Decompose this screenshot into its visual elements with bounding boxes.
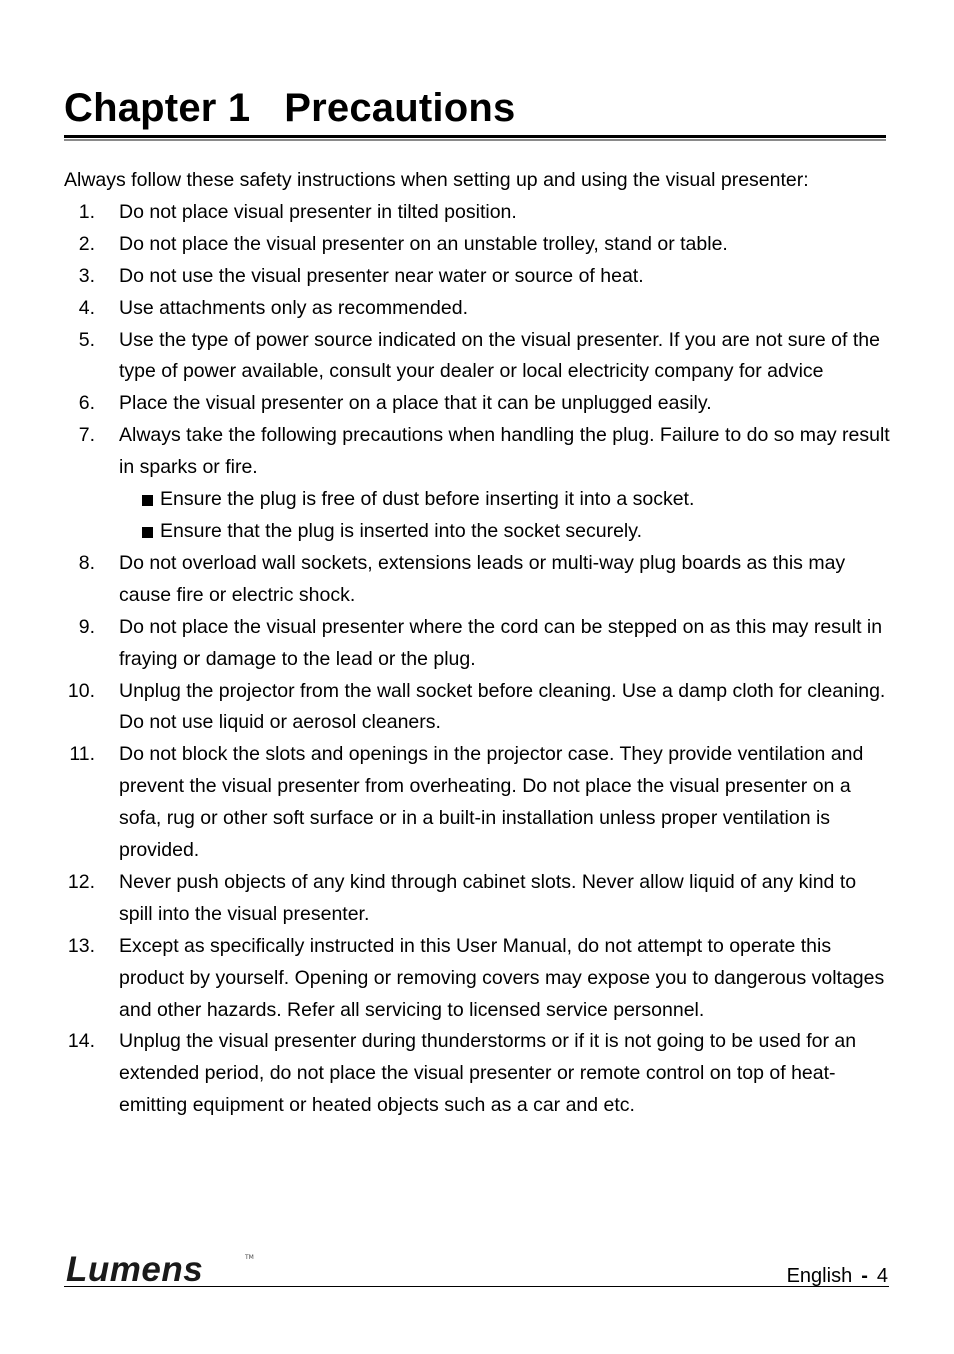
list-item	[64, 197, 894, 229]
list-item	[64, 931, 894, 1027]
sub-list-item	[119, 516, 894, 548]
item-text: Do not overload wall sockets, extensions leads or multi-way plug boards as this may cause fire or electric shock.	[119, 551, 846, 606]
list-item	[64, 420, 894, 548]
chapter-label: Chapter 1	[64, 86, 251, 130]
list-item	[64, 548, 894, 612]
item-text: Use the type of power source indicated on the visual presenter. If you are not sure of the type of power available, consult your dealer or local electricity company for advice	[119, 328, 880, 383]
list-item	[64, 229, 894, 261]
item-number: 8.	[78, 551, 95, 574]
page-title	[64, 84, 515, 132]
item-number: 4.	[78, 296, 95, 319]
item-number: 9.	[78, 615, 95, 638]
item-text: Unplug the projector from the wall socket before cleaning. Use a damp cloth for cleaning. Do not use liquid or aerosol cleaners.	[119, 679, 886, 734]
list-item	[64, 261, 894, 293]
precautions-list	[64, 197, 894, 1122]
item-text: Do not place the visual presenter on an unstable trolley, stand or table.	[119, 232, 728, 255]
sub-item-text: Ensure that the plug is inserted into the socket securely.	[160, 519, 642, 542]
item-number: 1.	[78, 200, 95, 223]
lumens-logo	[64, 1250, 259, 1286]
item-number: 13.	[67, 934, 95, 957]
intro-text: Always follow these safety instructions when setting up and using the visual presenter:	[64, 169, 809, 191]
sub-list-item	[119, 484, 894, 516]
list-item	[64, 388, 894, 420]
list-item	[64, 676, 894, 740]
list-item	[64, 325, 894, 389]
list-item	[64, 739, 894, 867]
item-number: 7.	[78, 424, 95, 447]
precautions-section	[64, 165, 894, 1122]
item-number: 2.	[78, 232, 95, 255]
item-number: 10.	[67, 679, 95, 702]
square-bullet-icon	[142, 527, 153, 538]
item-number: 5.	[78, 328, 95, 351]
item-text: Always take the following precautions when handling the plug. Failure to do so may result in sparks or fire.	[119, 424, 890, 479]
square-bullet-icon	[142, 495, 153, 506]
item-text: Except as specifically instructed in this User Manual, do not attempt to operate this product by yourself. Opening or removing covers may expose you to dangerous voltages and other hazards. Refer all servicing to licensed service personnel.	[119, 934, 885, 1021]
item-text: Do not use the visual presenter near water or source of heat.	[119, 264, 644, 287]
item-text: Unplug the visual presenter during thunderstorms or if it is not going to be used for an extended period, do not place the visual presenter or remote control on top of heat-emitting equipment or heated objects such as a car and etc.	[119, 1030, 857, 1117]
item-text: Do not block the slots and openings in the projector case. They provide ventilation and prevent the visual presenter from overheating. Do not place the visual presenter on a sofa, rug or other soft surface or in a built-in installation unless proper ventilation is provided.	[119, 743, 864, 862]
item-text: Place the visual presenter on a place that it can be unplugged easily.	[119, 392, 712, 415]
item-number: 14.	[67, 1030, 95, 1053]
chapter-title: Precautions	[284, 86, 516, 130]
footer-separator: -	[861, 1265, 868, 1287]
sub-list	[119, 484, 894, 548]
footer-page-label	[787, 1262, 888, 1290]
item-text: Do not place visual presenter in tilted position.	[119, 200, 517, 223]
footer-language: English	[786, 1265, 853, 1287]
list-item	[64, 1026, 894, 1122]
logo-wordmark: Lumens	[66, 1250, 204, 1286]
item-text: Use attachments only as recommended.	[119, 296, 469, 319]
list-item	[64, 612, 894, 676]
item-number: 6.	[78, 392, 95, 415]
list-item	[64, 293, 894, 325]
item-number: 3.	[78, 264, 95, 287]
item-text: Do not place the visual presenter where the cord can be stepped on as this may result in fraying or damage to the lead or the plug.	[119, 615, 883, 670]
footer-divider	[64, 1286, 889, 1287]
logo-trademark: TM	[245, 1254, 254, 1261]
item-number: 12.	[67, 870, 95, 893]
item-number: 11.	[69, 743, 95, 766]
sub-item-text: Ensure the plug is free of dust before inserting it into a socket.	[160, 488, 695, 511]
item-text: Never push objects of any kind through cabinet slots. Never allow liquid of any kind to spill into the visual presenter.	[119, 870, 857, 925]
list-item	[64, 867, 894, 931]
page-number: 4	[876, 1265, 888, 1287]
